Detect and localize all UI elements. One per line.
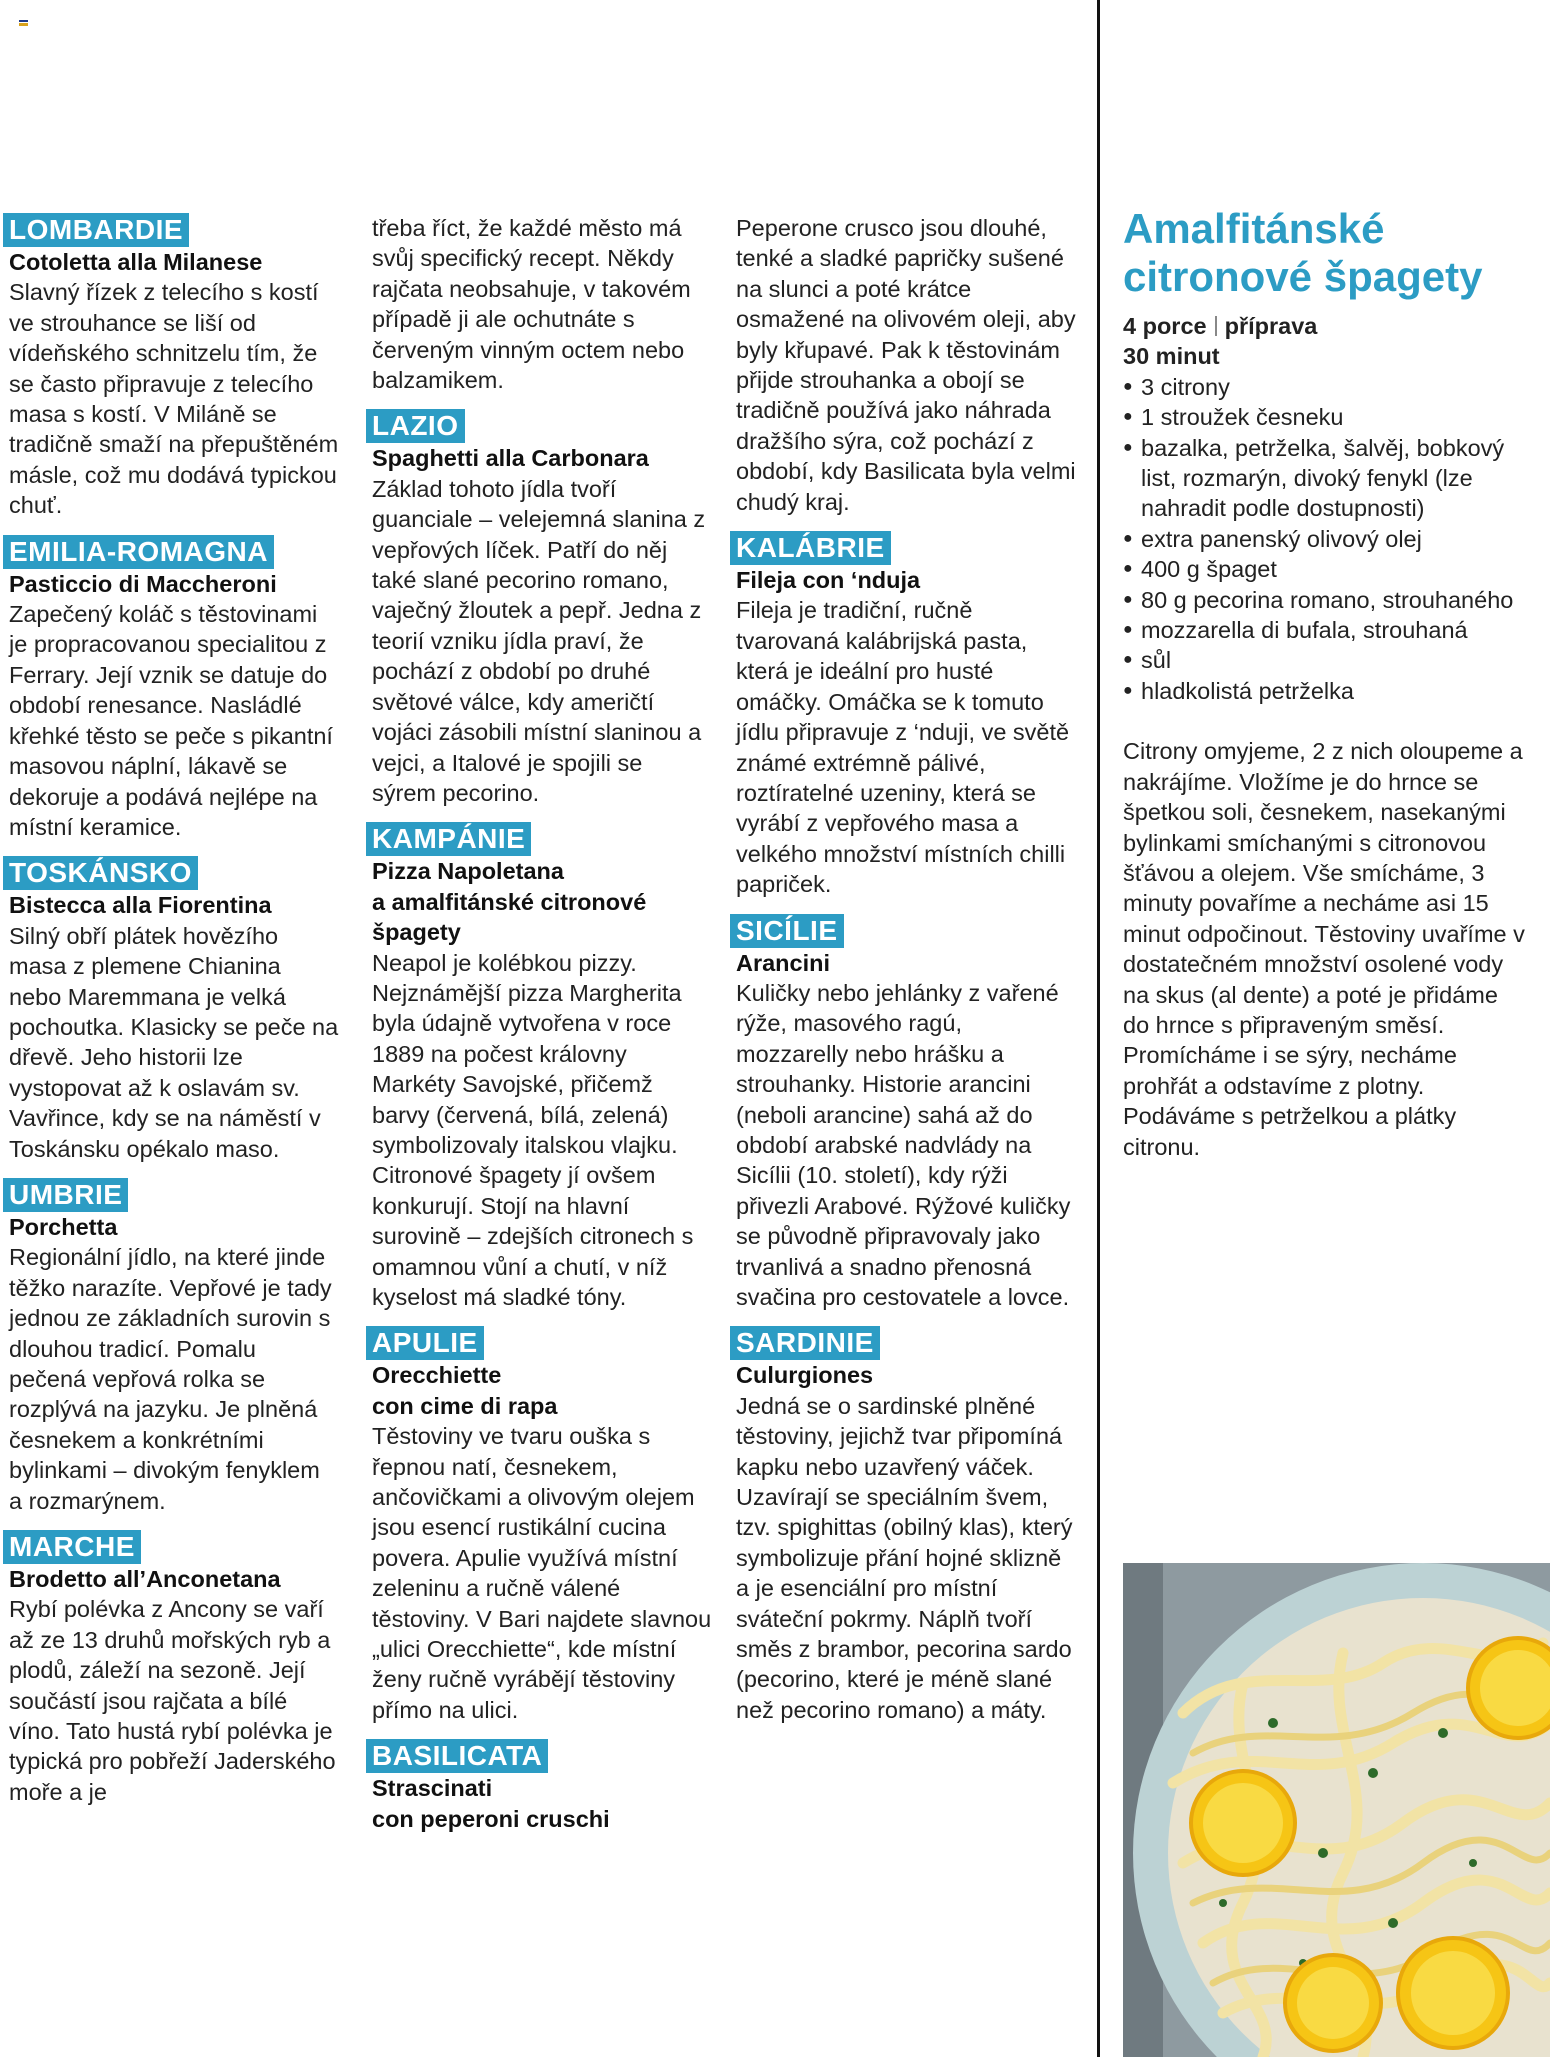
- recipe-meta: [1123, 311, 1528, 372]
- meta-separator: [1215, 316, 1217, 336]
- ingredient-item: ● 1 stroužek česneku: [1123, 402, 1528, 432]
- region-basilicata-continued: [736, 213, 1076, 517]
- region-lombardie: [9, 213, 339, 521]
- lemon-spaghetti-photo: [1123, 1563, 1550, 2057]
- dish-name: Brodetto all’Anconetana: [9, 1566, 281, 1593]
- column-1: [9, 213, 339, 1807]
- region-apulie: [372, 1326, 712, 1725]
- region-text: Zapečený koláč s těstovinami je propracovanou specialitou z Ferrary. Její vznik se datuje do období renesance. Nasládlé křehké těsto se peče s pikantní masovou náplní, lákavě se dekoruje a podává nejlépe na místní keramice.: [9, 601, 333, 840]
- recipe-prep-label: příprava: [1224, 313, 1318, 339]
- region-text: Kuličky nebo jehlánky z vařené rýže, masového ragú, mozzarelly nebo hrášku a strouhanky. Historie arancini (neboli arancine) sahá až do období arabské nadvlády na Sicílii (10. století), kdy rýži přivezli Arabové. Rýžové kuličky se původně připravovaly jako trvanlivá a snadno přenosná svačina pro cestovatele a lovce.: [736, 979, 1071, 1310]
- region-text: Základ tohoto jídla tvoří guanciale – velejemná slanina z vepřových líček. Patří do něj také slané pecorino romano, vaječný žloutek a pepř. Jedna z teorií vzniku jídla praví, že pochází z období po druhé světové válce, kdy američtí vojáci zásobili místní slaninou a vejci, a Italové je spojili se sýrem pecorino.: [372, 475, 706, 806]
- region-label: MARCHE: [3, 1530, 141, 1564]
- dish-name: Fileja con ‘nduja: [736, 567, 921, 594]
- ingredient-item: ● bazalka, petrželka, šalvěj, bobkový list, rozmarýn, divoký fenykl (lze nahradit podle dostupnosti): [1123, 433, 1528, 524]
- dish-name-line-2: con cime di rapa: [372, 1392, 558, 1419]
- ingredient-item: ● sůl: [1123, 645, 1528, 675]
- region-sardinie: [736, 1326, 1076, 1725]
- dish-name: Culurgiones: [736, 1362, 874, 1389]
- region-label: KAMPÁNIE: [366, 822, 531, 856]
- region-text: třeba říct, že každé město má svůj specifický recept. Někdy rajčata neobsahuje, v takovém případě ji ale ochutnáte s červeným vinným octem nebo balzamikem.: [372, 215, 691, 394]
- dish-name: Spaghetti alla Carbonara: [372, 445, 649, 472]
- column-2: [372, 213, 712, 1834]
- region-text: Rybí polévka z Ancony se vaří až ze 13 druhů mořských ryb a plodů, záleží na sezoně. Její součástí jsou rajčata a bílé víno. Tato hustá rybí polévka je typická pro pobřeží Jaderského moře a je: [9, 1596, 336, 1805]
- flag-icon: [19, 20, 28, 26]
- region-kampanie: [372, 822, 712, 1312]
- region-kalabrie: [736, 531, 1076, 899]
- dish-name: Orecchiette: [372, 1362, 502, 1389]
- ingredient-item: ● 80 g pecorina romano, strouhaného: [1123, 585, 1528, 615]
- dish-name: Porchetta: [9, 1213, 118, 1240]
- region-text: Slavný řízek z telecího s kostí ve strouhance se liší od vídeňského schnitzelu tím, že se často připravuje z telecího masa s kostí. V Miláně se tradičně smaží na přepuštěném másle, což mu dodává typickou chuť.: [9, 279, 339, 519]
- region-marche-continued: [372, 213, 712, 395]
- dish-name-line-2: a amalfitánské citronové špagety: [372, 888, 647, 946]
- region-text: Neapol je kolébkou pizzy. Nejznámější pizza Margherita byla údajně vytvořena v roce 1889 na počest královny Markéty Savojské, přičemž barvy (červená, bílá, zelená) symbolizovaly italskou vlajku. Citronové špagety jí ovšem konkurují. Stojí na hlavní surovině – zdejších citronech s omamnou vůní a chutí, v níž kyselost má sladké tóny.: [372, 949, 694, 1310]
- region-text: Fileja je tradiční, ručně tvarovaná kalábrijská pasta, která je ideální pro husté omáčky. Omáčka se k tomuto jídlu připravuje z ‘nduji, ve světě známé extrémně pálivé, roztíratelné uzeniny, která se vyrábí z vepřového masa a velkého množství místních chilli papriček.: [736, 597, 1070, 898]
- region-emilia-romagna: [9, 535, 339, 843]
- ingredient-item: ● hladkolistá petrželka: [1123, 676, 1528, 706]
- region-text: Regionální jídlo, na které jinde těžko narazíte. Vepřové je tady jednou ze základních surovin s dlouhou tradicí. Pomalu pečená vepřová rolka se rozplývá na jazyku. Je plněná česnekem a konkrétními bylinkami – divokým fenyklem a rozmarýnem.: [9, 1244, 332, 1514]
- region-sicilie: [736, 914, 1076, 1313]
- region-basilicata: [372, 1739, 712, 1834]
- region-umbrie: [9, 1178, 339, 1516]
- region-label: UMBRIE: [3, 1178, 128, 1212]
- recipe-method: Citrony omyjeme, 2 z nich oloupeme a nakrájíme. Vložíme je do hrnce se špetkou soli, česnekem, nasekanými bylinkami smíchanými s citronovou šťávou a olejem. Vše smícháme, 3 minuty povaříme a necháme asi 15 minut odpočinout. Těstoviny uvaříme v dostatečném množství osolené vody na skus (al dente) a poté je přidáme do hrnce s připraveným směsí. Promícháme i se sýry, necháme prohřát a odstavíme z plotny. Podáváme s petrželkou a plátky citronu.: [1123, 738, 1525, 1160]
- region-text: Těstoviny ve tvaru ouška s řepnou natí, česnekem, ančovičkami a olivovým olejem jsou esencí rustikální cucina povera. Apulie využívá místní zeleninu a ručně válené těstoviny. V Bari najdete slavnou „ulici Orecchiette“, kde místní ženy ručně vyrábějí těstoviny přímo na ulici.: [372, 1423, 712, 1723]
- region-lazio: [372, 409, 712, 808]
- recipe-panel: [1123, 205, 1528, 1185]
- region-label: TOSKÁNSKO: [3, 856, 198, 890]
- region-label: LOMBARDIE: [3, 213, 189, 247]
- dish-name-line-2: con peperoni cruschi: [372, 1805, 610, 1832]
- dish-name: Bistecca alla Fiorentina: [9, 892, 272, 919]
- region-marche: [9, 1530, 339, 1807]
- region-label: BASILICATA: [366, 1739, 548, 1773]
- dish-name: Strascinati: [372, 1775, 493, 1802]
- region-label: KALÁBRIE: [730, 531, 891, 565]
- region-label: LAZIO: [366, 409, 465, 443]
- dish-name: Pizza Napoletana: [372, 858, 564, 885]
- column-divider: [1097, 0, 1100, 2057]
- region-text: Peperone crusco jsou dlouhé, tenké a sladké papričky sušené na slunci a poté krátce osmažené na olivovém oleji, aby byly křupavé. Pak k těstovinám přijde strouhanka a obojí se tradičně používá jako náhrada dražšího sýra, což pochází z období, kdy Basilicata byla velmi chudý kraj.: [736, 215, 1076, 515]
- column-3: [736, 213, 1076, 1725]
- ingredient-item: ● extra panenský olivový olej: [1123, 524, 1528, 554]
- dish-name: Arancini: [736, 949, 831, 976]
- region-text: Silný obří plátek hovězího masa z plemene Chianina nebo Maremmana je velká pochoutka. Klasicky se peče na dřevě. Jeho historii lze vystopovat až k oslavám sv. Vavřince, kdy se na náměstí v Toskánsku opékalo maso.: [9, 922, 339, 1162]
- recipe-title: Amalfitánské citronové špagety: [1123, 205, 1483, 300]
- ingredient-item: ● 3 citrony: [1123, 372, 1528, 402]
- region-text: Jedná se o sardinské plněné těstoviny, jejichž tvar připomíná kapku nebo uzavřený váček. Uzavírají se speciálním švem, tzv. spighittas (obilný klas), který symbolizuje přání hojné sklizně a je esenciální pro místní sváteční pokrmy. Náplň tvoří směs z brambor, pecorina sardo (pecorino, které je méně slané než pecorino romano) a máty.: [736, 1392, 1073, 1723]
- region-label: SARDINIE: [730, 1326, 880, 1360]
- recipe-portions: 4 porce: [1123, 313, 1207, 339]
- region-label: APULIE: [366, 1326, 484, 1360]
- dish-name: Pasticcio di Maccheroni: [9, 570, 277, 597]
- region-toskansko: [9, 856, 339, 1164]
- ingredient-item: ● 400 g špaget: [1123, 554, 1528, 584]
- dish-name: Cotoletta alla Milanese: [9, 249, 263, 275]
- ingredient-item: ● mozzarella di bufala, strouhaná: [1123, 615, 1528, 645]
- pasta-plate-illustration: [1123, 1563, 1550, 2057]
- region-label: EMILIA-ROMAGNA: [3, 535, 274, 569]
- region-label: SICÍLIE: [730, 914, 844, 948]
- ingredient-list: [1123, 372, 1528, 706]
- recipe-prep-time: 30 minut: [1123, 343, 1220, 370]
